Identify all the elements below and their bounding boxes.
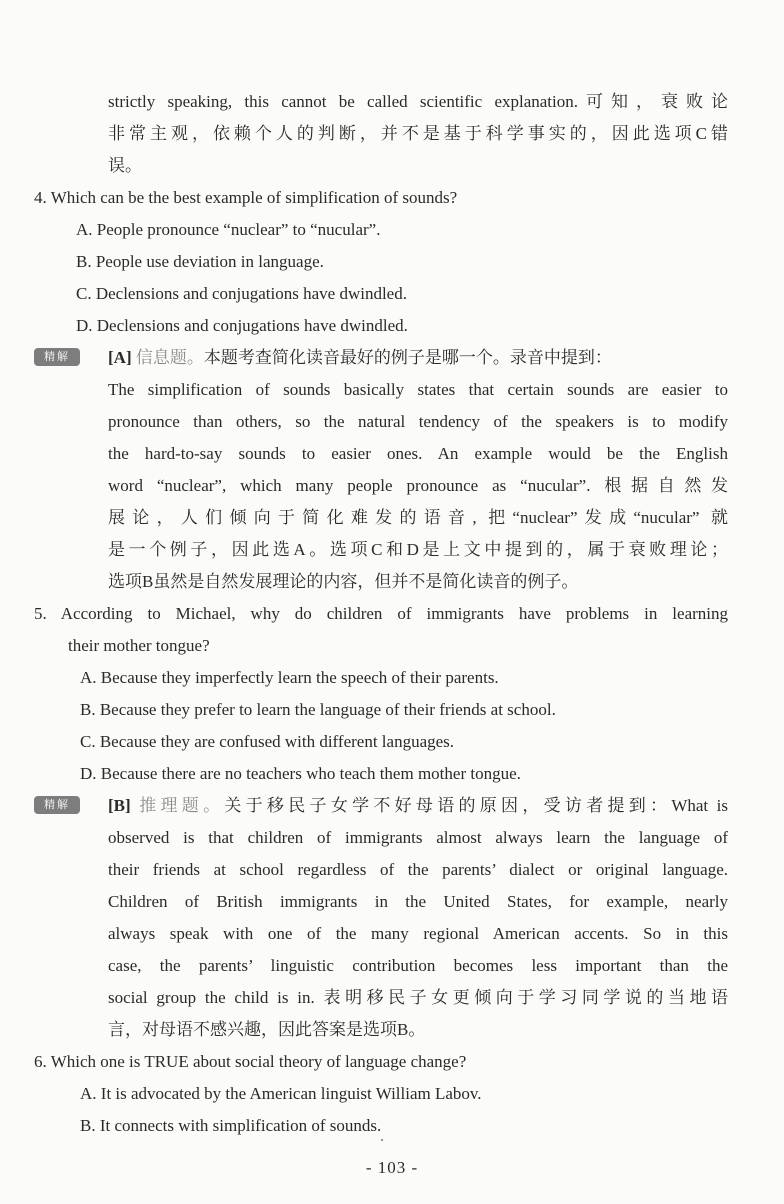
question-6-option-a: A. It is advocated by the American linguist William Labov. [80, 1084, 482, 1103]
question-5-option-d: D. Because there are no teachers who teach them mother tongue. [80, 764, 521, 783]
question-4-option-b: B. People use deviation in language. [76, 252, 324, 271]
answer-4-first-text: 本题考查简化读音最好的例子是哪一个。录音中提到： [203, 348, 612, 367]
answer-4-key: [A] [108, 348, 132, 367]
question-5-option-a: A. Because they imperfectly learn the speech of their parents. [80, 668, 499, 687]
answer-tag-5: 精解 [34, 796, 80, 814]
answer-5-type: 推理题。 [139, 796, 225, 815]
intro-line-3: 误。 [108, 156, 142, 175]
intro-line-2: 非常主观，依赖个人的判断，并不是基于科学事实的，因此选项C错 [108, 124, 728, 143]
answer-5-line-1: observed is that children of immigrants almost always learn the language of [108, 828, 728, 847]
answer-4-line-4: word “nuclear”, which many people pronounce as “nucular”. 根据自然发 [108, 476, 728, 495]
answer-5-line-7: 言，对母语不感兴趣，因此答案是选项B。 [108, 1020, 426, 1039]
answer-4-line-2: pronounce than others, so the natural tendency of the speakers is to modify [108, 412, 728, 431]
answer-5-line-3: Children of British immigrants in the United States, for example, nearly [108, 892, 728, 911]
question-5-stem-line-2: their mother tongue? [68, 636, 210, 655]
question-4-option-a: A. People pronounce “nuclear” to “nucular”. [76, 220, 381, 239]
answer-5-line-4: always speak with one of the many regional American accents. So in this [108, 924, 728, 943]
page-number: - 103 - [365, 1158, 419, 1177]
answer-5-first-text: 关于移民子女学不好母语的原因，受访者提到：What is [224, 796, 729, 815]
answer-4-line-1: The simplification of sounds basically states that certain sounds are easier to [108, 380, 728, 399]
answer-4-line-6: 是一个例子，因此选A。选项C和D是上文中提到的，属于衰败理论； [108, 540, 728, 559]
answer-5-line-6: social group the child is in. 表明移民子女更倾向于学习同学说的当地语 [108, 988, 728, 1007]
question-4-option-c: C. Declensions and conjugations have dwindled. [76, 284, 407, 303]
question-6-stem: 6. Which one is TRUE about social theory of language change? [34, 1052, 467, 1071]
answer-4-line-5: 展论，人们倾向于简化难发的语音, 把“nuclear”发成“nucular” 就 [108, 508, 728, 527]
question-5-option-c: C. Because they are confused with different languages. [80, 732, 455, 751]
answer-5-key: [B] [108, 796, 131, 815]
answer-5-line-5: case, the parents’ linguistic contribution becomes less important than the [108, 956, 728, 975]
scan-dot [381, 1139, 383, 1141]
answer-tag-4: 精解 [34, 348, 80, 366]
question-5-option-b: B. Because they prefer to learn the language of their friends at school. [80, 700, 556, 719]
question-4-option-d: D. Declensions and conjugations have dwindled. [76, 316, 408, 335]
answer-5-first-line [108, 790, 728, 822]
question-4-stem: 4. Which can be the best example of simplification of sounds? [34, 188, 458, 207]
answer-4-type: 信息题。 [135, 348, 204, 367]
intro-line-1: strictly speaking, this cannot be called scientific explanation.可知，衰败论 [108, 92, 728, 111]
question-6-option-b: B. It connects with simplification of sounds. [80, 1116, 382, 1135]
answer-4-first-line [108, 342, 612, 374]
answer-4-line-3: the hard-to-say sounds to easier ones. An example would be the English [108, 444, 728, 463]
question-5-stem-line-1: 5. According to Michael, why do children of immigrants have problems in learning [34, 604, 728, 623]
answer-5-line-2: their friends at school regardless of the parents’ dialect or original language. [108, 860, 728, 879]
answer-4-line-7: 选项B虽然是自然发展理论的内容，但并不是简化读音的例子。 [108, 572, 579, 591]
